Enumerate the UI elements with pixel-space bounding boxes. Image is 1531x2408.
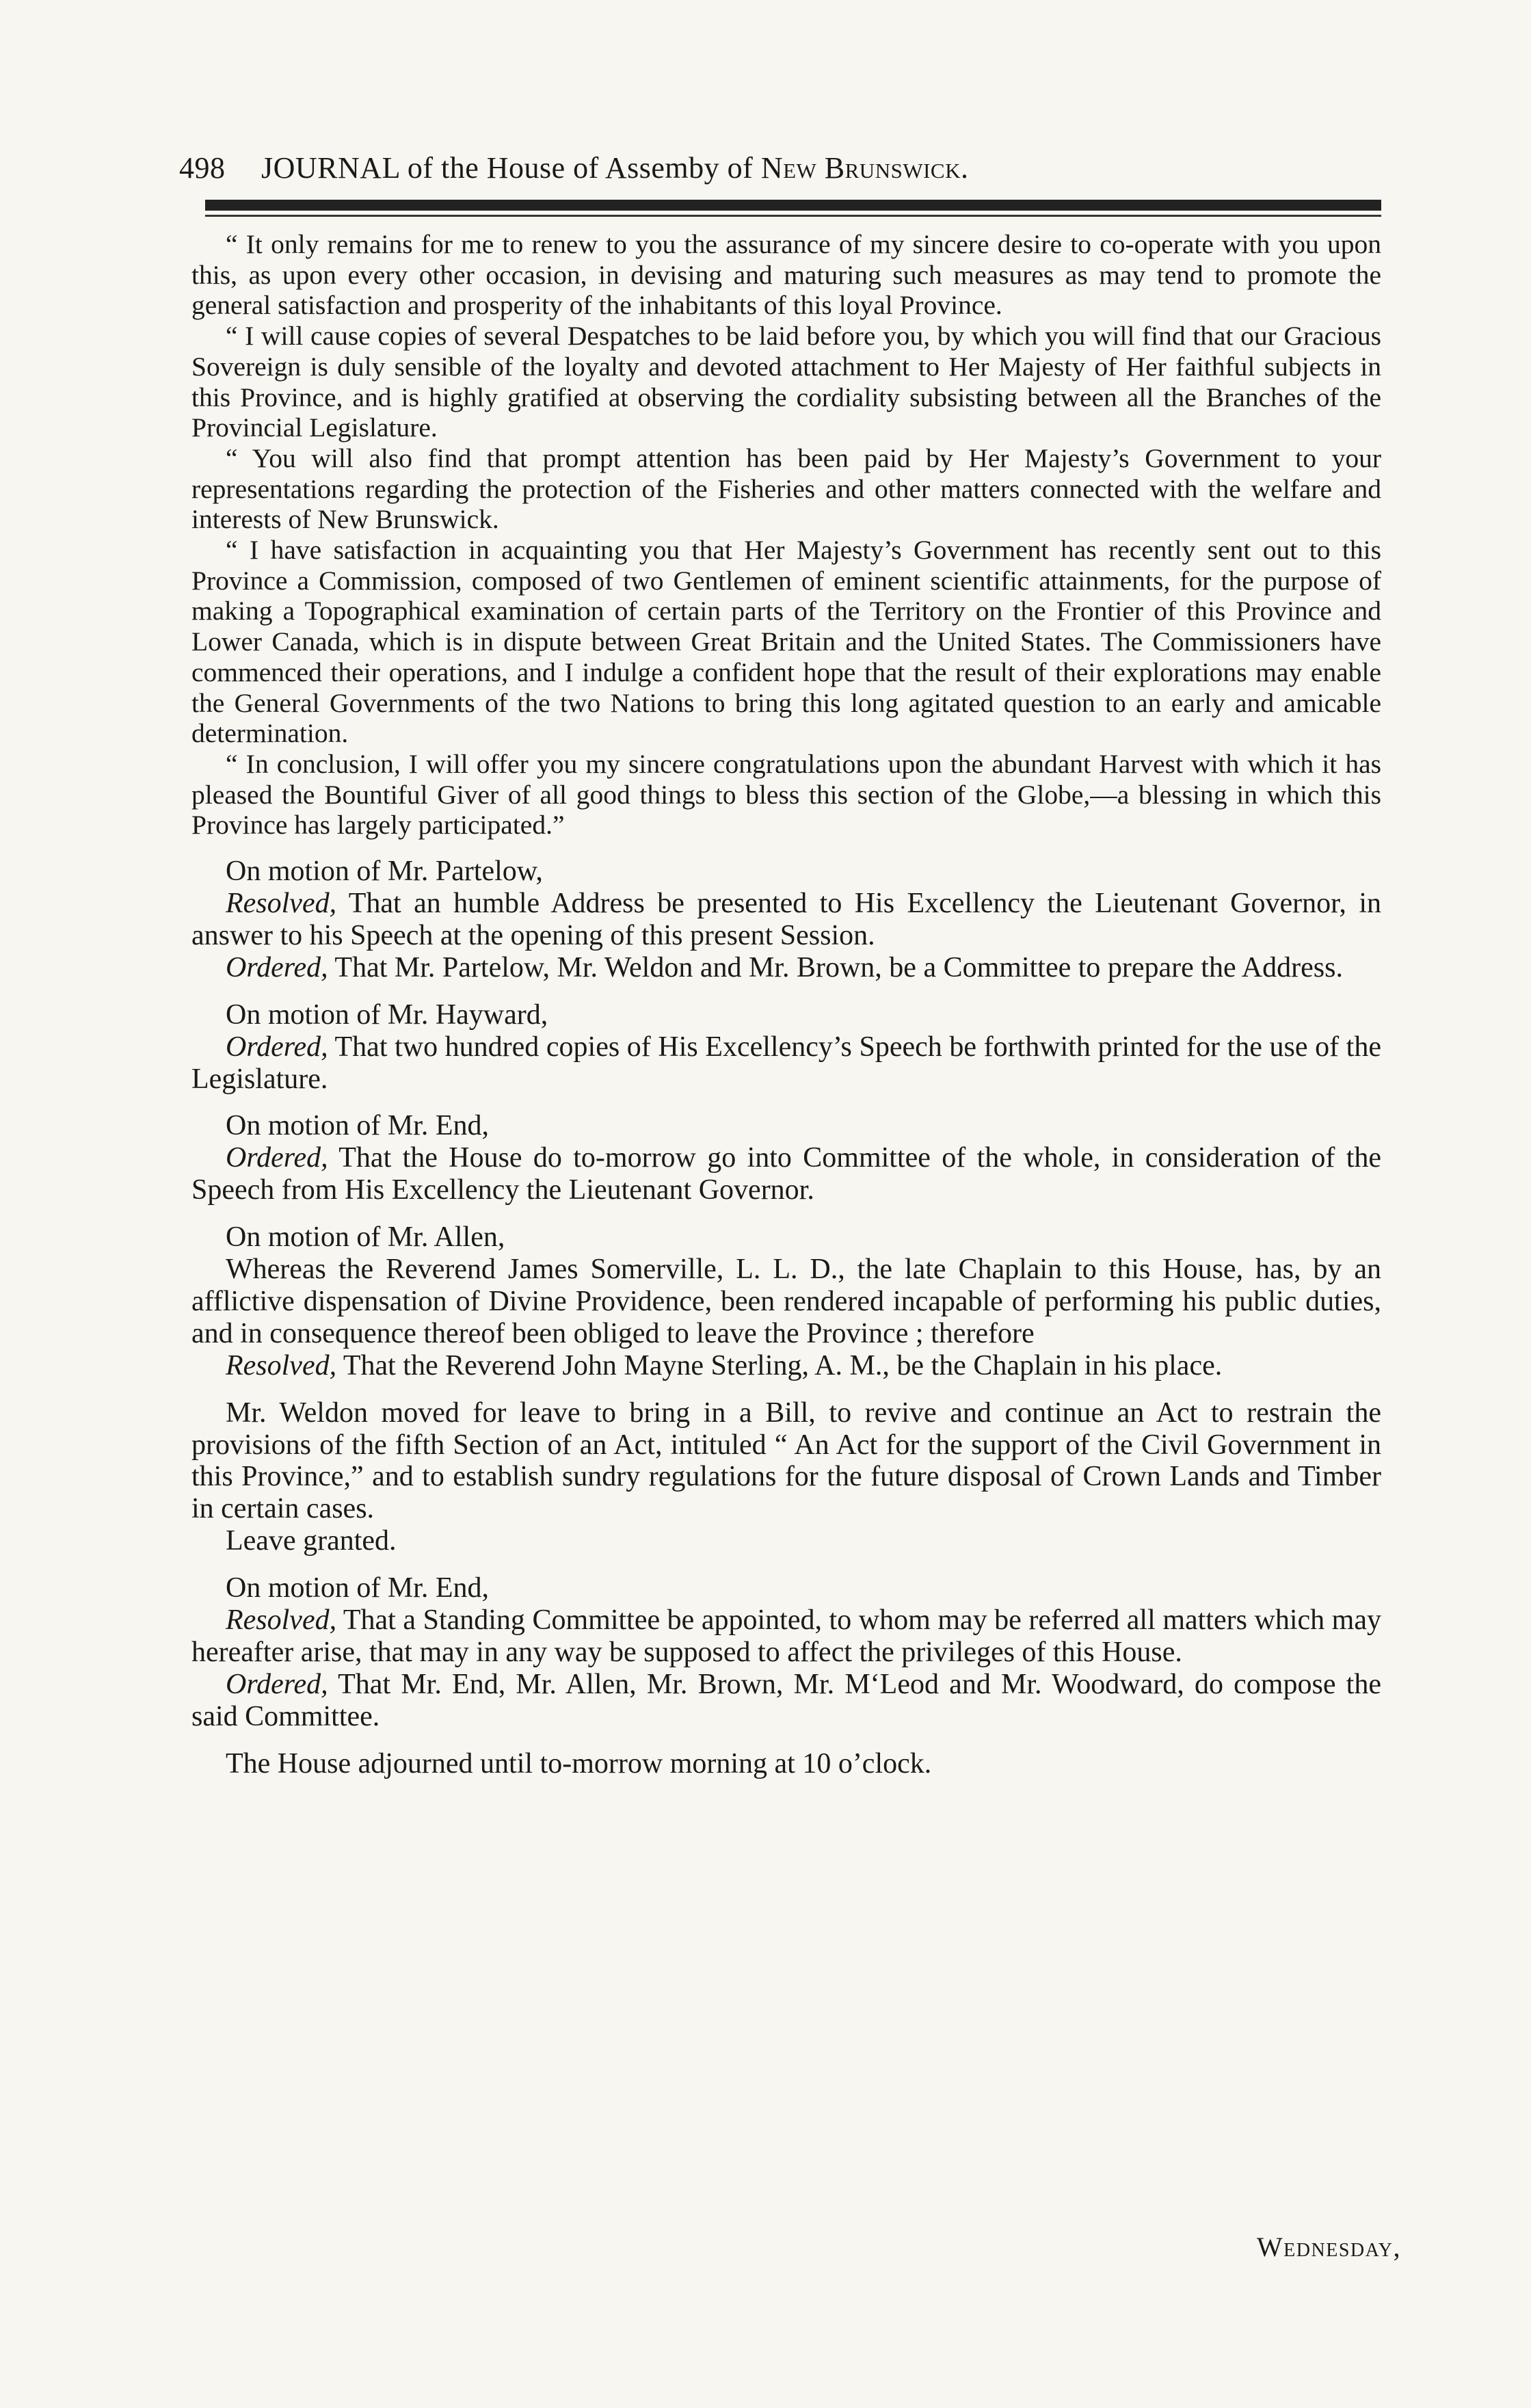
speech-paragraph: “ I will cause copies of several Despatches to be laid before you, by which you will find that our Gracious Sovereign is duly sensible of the loyalty and devoted attachment to Her Majesty of Her faithful subjects in this Province, and is highly gratified at observing the cordiality subsisting between all the Branches of the Provincial Legislature. xyxy=(191,321,1381,443)
ordered-label: Ordered, xyxy=(226,1142,328,1174)
header-rule xyxy=(205,200,1381,211)
speech-excerpt xyxy=(191,229,1381,841)
running-header xyxy=(179,150,1383,185)
journal-body xyxy=(191,229,1381,1780)
bill-motion: Mr. Weldon moved for leave to bring in a Bill, to revive and continue an Act to restrain the provisions of the fifth Section of an Act, intituled “ An Act for the support of the Civil Government in this Province,” and to establish sundry regulations for the future disposal of Crown Lands and Timber in certain cases. xyxy=(191,1397,1381,1525)
catchword: Wednesday, xyxy=(1256,2232,1401,2262)
order xyxy=(191,1669,1381,1733)
resolved-label: Resolved, xyxy=(226,887,337,919)
leave-granted: Leave granted. xyxy=(226,1525,397,1557)
motion-intro: On motion of Mr. End, xyxy=(226,1110,489,1142)
motion-allen xyxy=(191,1221,1381,1382)
ordered-text: That Mr. End, Mr. Allen, Mr. Brown, Mr. M‘Leod and Mr. Woodward, do compose the said Committee. xyxy=(191,1668,1381,1732)
speech-paragraph: “ It only remains for me to renew to you the assurance of my sincere desire to co-operate with you upon this, as upon every other occasion, in devising and maturing such measures as may tend to promote the general satisfaction and prosperity of the inhabitants of this loyal Province. xyxy=(191,229,1381,321)
motion-intro: On motion of Mr. Allen, xyxy=(226,1221,505,1254)
ordered-label: Ordered, xyxy=(226,951,328,983)
motion-intro: On motion of Mr. Partelow, xyxy=(226,856,543,888)
motion-weldon xyxy=(191,1397,1381,1558)
header-place: New Brunswick. xyxy=(760,151,969,185)
order xyxy=(191,1031,1381,1096)
ordered-label: Ordered, xyxy=(226,1031,328,1063)
motion-hayward xyxy=(191,999,1381,1096)
motion-intro: On motion of Mr. Hayward, xyxy=(226,998,548,1031)
resolved-text: That an humble Address be presented to His Excellency the Lieutenant Governor, in answer to his Speech at the opening of this present Session. xyxy=(191,887,1381,951)
resolution xyxy=(191,1604,1381,1669)
resolved-label: Resolved, xyxy=(226,1604,337,1637)
ordered-text: That two hundred copies of His Excellency’s Speech be forthwith printed for the use of the Legislature. xyxy=(191,1031,1381,1095)
motion-end-committee-of-whole xyxy=(191,1110,1381,1206)
speech-paragraph: “ I have satisfaction in acquainting you that Her Majesty’s Government has recently sent out to this Province a Commission, composed of two Gentlemen of eminent scientific attainments, for the purpose of making a Topographical examination of certain parts of the Territory on the Frontier of this Province and Lower Canada, which is in dispute between Great Britain and the United States. The Commissioners have commenced their operations, and I indulge a confident hope that the result of their explorations may enable the General Governments of the two Nations to bring this long agitated question to an early and amicable determination. xyxy=(191,535,1381,749)
ordered-label: Ordered, xyxy=(226,1668,328,1700)
page-number: 498 xyxy=(179,151,226,185)
motion-partelow xyxy=(191,856,1381,984)
resolved-label: Resolved, xyxy=(226,1349,337,1381)
motion-end-standing-committee xyxy=(191,1572,1381,1733)
resolved-text: That a Standing Committee be appointed, to whom may be referred all matters which may hereafter arise, that may in any way be supposed to affect the privileges of this House. xyxy=(191,1604,1381,1668)
resolved-text: That the Reverend John Mayne Sterling, A. M., be the Chaplain in his place. xyxy=(336,1349,1223,1381)
adjournment-text: The House adjourned until to-morrow morning at 10 o’clock. xyxy=(226,1747,932,1779)
resolution xyxy=(191,888,1381,952)
motion-intro: On motion of Mr. End, xyxy=(226,1572,489,1604)
order xyxy=(191,952,1381,984)
header-title: JOURNAL of the House of Assemby of xyxy=(261,151,761,185)
ordered-text: That the House do to-morrow go into Committee of the whole, in consideration of the Speech from His Excellency the Lieutenant Governor. xyxy=(191,1142,1381,1206)
ordered-text: That Mr. Partelow, Mr. Weldon and Mr. Brown, be a Committee to prepare the Address. xyxy=(328,951,1343,983)
speech-paragraph: “ In conclusion, I will offer you my sincere congratulations upon the abundant Harvest with which it has pleased the Bountiful Giver of all good things to bless this section of the Globe,—a blessing in which this Province has largely participated.” xyxy=(191,748,1381,841)
minutes xyxy=(191,856,1381,1780)
whereas-clause: Whereas the Reverend James Somerville, L. L. D., the late Chaplain to this House, has, by an afflictive dispensation of Divine Providence, been rendered incapable of performing his public duties, and in consequence thereof been obliged to leave the Province ; therefore xyxy=(191,1254,1381,1349)
order xyxy=(191,1142,1381,1206)
resolution xyxy=(191,1350,1381,1382)
adjournment xyxy=(191,1748,1381,1780)
speech-paragraph: “ You will also find that prompt attention has been paid by Her Majesty’s Government to your representations regarding the protection of the Fisheries and other matters connected with the welfare and interests of New Brunswick. xyxy=(191,442,1381,535)
